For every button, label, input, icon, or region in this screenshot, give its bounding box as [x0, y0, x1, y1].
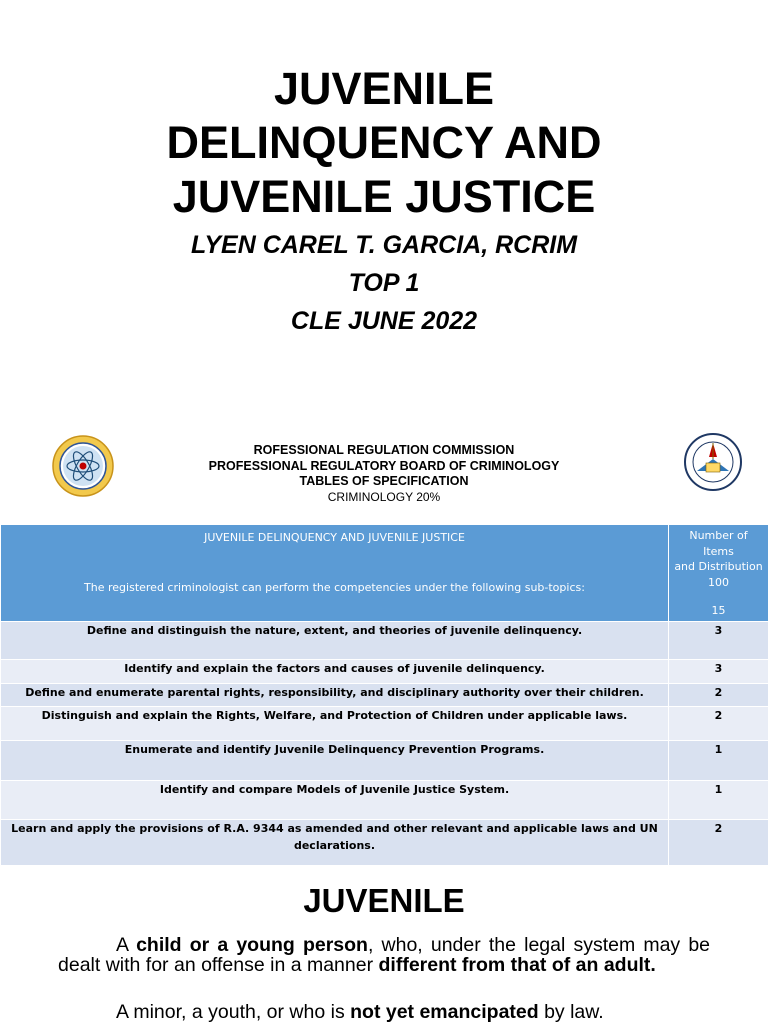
- header-line-3: TABLES OF SPECIFICATION: [299, 474, 469, 488]
- row-items: 3: [669, 622, 768, 660]
- table-row: [1, 660, 768, 684]
- title-line-1: JUVENILE: [273, 63, 495, 114]
- header-line-1: ROFESSIONAL REGULATION COMMISSION: [253, 443, 515, 457]
- author-rank: TOP 1: [348, 269, 420, 297]
- row-items: 2: [669, 707, 768, 741]
- header-line-4: CRIMINOLOGY 20%: [327, 490, 441, 504]
- row-items: 1: [669, 781, 768, 820]
- p2-text-a: A minor, a youth, or who is: [116, 1001, 351, 1023]
- table-of-specification: [0, 524, 768, 866]
- table-row: [1, 820, 768, 866]
- exam-label: CLE JUNE 2022: [290, 307, 478, 335]
- table-header-description: The registered criminologist can perform the competencies under the following sub-topics:: [84, 581, 585, 594]
- row-competency: Distinguish and explain the Rights, Welfare, and Protection of Children under applicable laws.: [1, 707, 669, 741]
- p1-text-a: A: [116, 934, 137, 956]
- p1-text-b: child or a young person: [136, 934, 368, 956]
- table-row: [1, 741, 768, 781]
- num-header-line-5: 15: [711, 604, 726, 617]
- row-competency: Identify and compare Models of Juvenile Justice System.: [1, 781, 669, 820]
- p1-text-c: , who, under the legal system may be dealt with for an offense in a manner: [58, 934, 711, 976]
- num-header-line-2: Items: [703, 544, 734, 558]
- row-competency: Define and distinguish the nature, extent, and theories of juvenile delinquency.: [1, 622, 669, 660]
- table-row: [1, 707, 768, 741]
- row-competency: Enumerate and identify Juvenile Delinquency Prevention Programs.: [1, 741, 669, 781]
- row-items: 1: [669, 741, 768, 781]
- num-header-line-1: Number of: [689, 529, 748, 542]
- header-line-2: PROFESSIONAL REGULATORY BOARD OF CRIMINOLOGY: [208, 459, 560, 473]
- table-row: [1, 781, 768, 820]
- table-header-number-of-items: [669, 525, 768, 622]
- author-name: LYEN CAREL T. GARCIA, RCRIM: [190, 231, 578, 259]
- num-header-line-4: 100: [708, 575, 729, 589]
- definition-paragraph-1: [58, 936, 710, 975]
- title-line-2: DELINQUENCY AND: [166, 117, 602, 168]
- document-title: [0, 62, 768, 224]
- row-items: 2: [669, 684, 768, 707]
- definition-paragraph-2: [58, 1003, 710, 1023]
- title-line-3: JUVENILE JUSTICE: [172, 171, 596, 222]
- table-row: [1, 684, 768, 707]
- row-items: 2: [669, 820, 768, 866]
- row-items: 3: [669, 660, 768, 684]
- p2-text-c: by law.: [538, 1001, 604, 1023]
- table-header-topic: [1, 525, 669, 622]
- table-header-row: [1, 525, 768, 622]
- row-competency: Define and enumerate parental rights, responsibility, and disciplinary authority over their children.: [1, 684, 669, 707]
- num-header-line-3: and Distribution: [674, 560, 763, 573]
- table-row: [1, 622, 768, 660]
- row-competency: Identify and explain the factors and causes of juvenile delinquency.: [1, 660, 669, 684]
- p1-text-d: different from that of an adult.: [378, 953, 656, 976]
- section-heading: JUVENILE: [303, 882, 465, 919]
- table-header-title: JUVENILE DELINQUENCY AND JUVENILE JUSTICE: [204, 531, 465, 544]
- row-competency: Learn and apply the provisions of R.A. 9344 as amended and other relevant and applicable laws and UN declarations.: [1, 820, 669, 866]
- p2-text-b: not yet emancipated: [350, 1001, 539, 1023]
